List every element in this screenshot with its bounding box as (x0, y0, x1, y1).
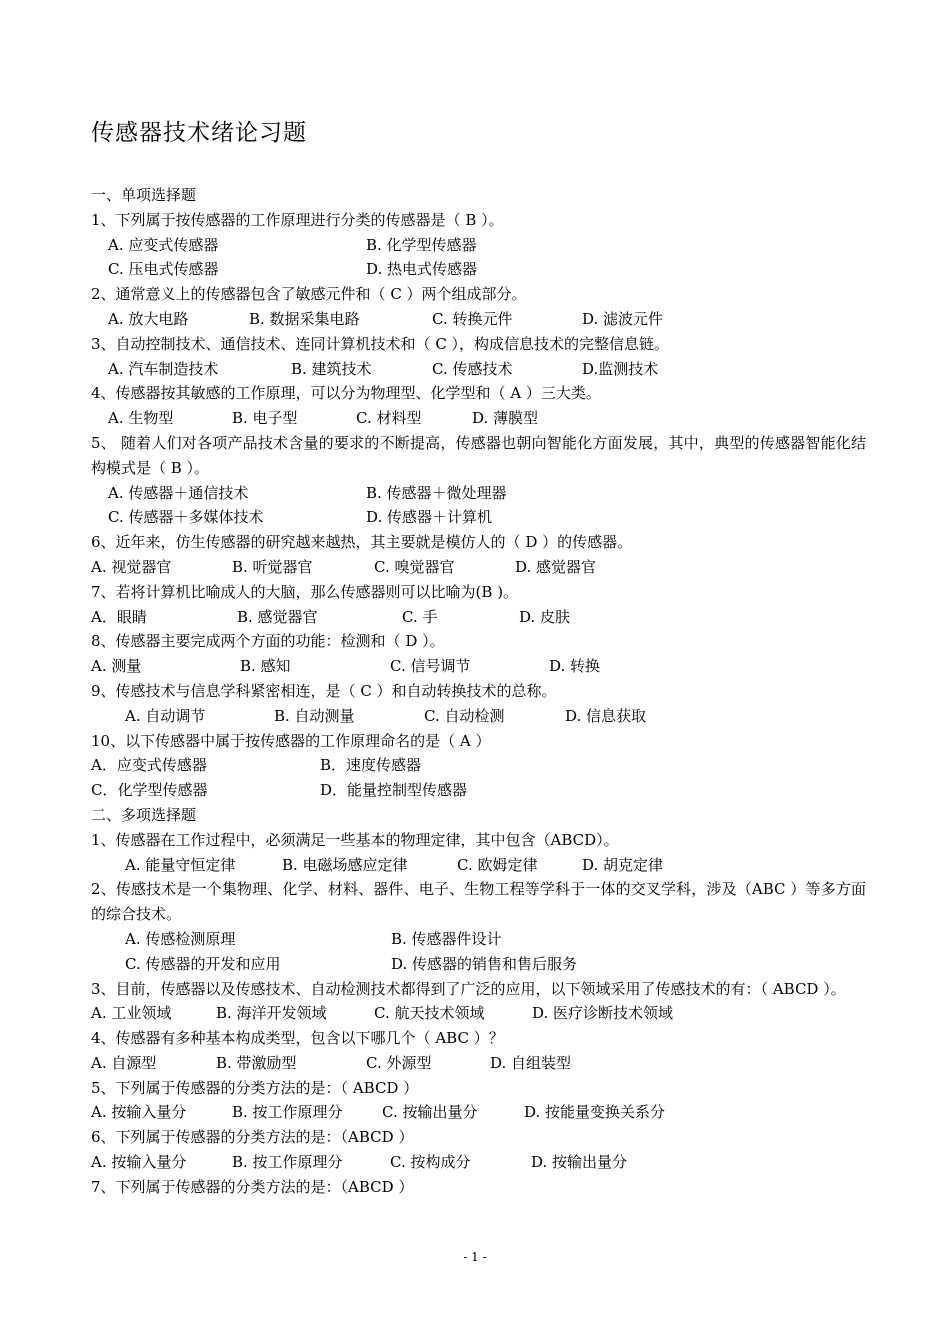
question-text: 3、自动控制技术、通信技术、连同计算机技术和（ C ），构成信息技术的完整信息链。 (91, 334, 670, 353)
option: C. 手 (402, 607, 438, 626)
option: A．应变式传感器 (91, 756, 207, 775)
option: D. 感觉器官 (515, 557, 597, 576)
option-row (91, 1051, 866, 1076)
option-row (91, 1001, 866, 1026)
option-row (91, 307, 866, 332)
question-text: 6、近年来，仿生传感器的研究越来越热，其主要就是模仿人的（ D ）的传感器。 (91, 533, 633, 552)
question-text: 1、下列属于按传感器的工作原理进行分类的传感器是（ B ）。 (91, 210, 504, 229)
question-text: 7、若将计算机比喻成人的大脑，那么传感器则可以比喻为(B )。 (91, 582, 519, 601)
option: B. 数据采集电路 (249, 309, 360, 328)
section-heading-multi: 二、多项选择题 (91, 805, 197, 824)
option-row (91, 952, 866, 977)
question-text: 1、传感器在工作过程中，必须满足一些基本的物理定律，其中包含（ABCD）。 (91, 830, 619, 849)
option-row (91, 605, 866, 630)
option: A．眼睛 (91, 607, 147, 626)
option: C. 传感器＋多媒体技术 (108, 508, 264, 527)
option: C. 传感器的开发和应用 (125, 954, 281, 973)
option: D. 按能量变换关系分 (524, 1103, 666, 1122)
option-row (91, 853, 866, 878)
option-row (91, 406, 866, 431)
option: B. 电子型 (232, 409, 298, 428)
option: C. 压电式传感器 (108, 260, 219, 279)
option: B. 带激励型 (216, 1053, 297, 1072)
option: D. 转换 (549, 657, 601, 676)
option: D. 信息获取 (565, 706, 647, 725)
option: B. 建筑技术 (291, 359, 372, 378)
option-row (91, 257, 866, 282)
option: D. 胡克定律 (582, 855, 664, 874)
option: A. 生物型 (108, 409, 174, 428)
question-text: 3、目前，传感器以及传感技术、自动检测技术都得到了广泛的应用，以下领域采用了传感技术的有：（ ABCD ）。 (91, 979, 846, 998)
option: B. 传感器＋微处理器 (366, 483, 507, 502)
question-text: 7、下列属于传感器的分类方法的是：（ABCD ） (91, 1177, 414, 1196)
option: B. 自动测量 (274, 706, 355, 725)
option: D. 传感器的销售和售后服务 (391, 954, 578, 973)
option: B. 感知 (240, 657, 291, 676)
question-text: 8、传感器主要完成两个方面的功能：检测和（ D ）。 (91, 632, 445, 651)
option: A. 应变式传感器 (108, 235, 219, 254)
option: A. 汽车制造技术 (108, 359, 219, 378)
question-body (91, 183, 866, 1200)
question-text: 4、传感器有多种基本构成类型，包含以下哪几个（ ABC ）？ (91, 1029, 504, 1048)
option-row (91, 753, 866, 778)
question-text: 2、传感技术是一个集物理、化学、材料、器件、电子、生物工程等学科于一体的交叉学科，涉及（ABC ）等多方面的综合技术。 (91, 880, 866, 924)
option: B. 电磁场感应定律 (282, 855, 408, 874)
question-text: 9、传感技术与信息学科紧密相连，是（ C ）和自动转换技术的总称。 (91, 681, 557, 700)
option: B. 感觉器官 (237, 607, 318, 626)
option: B. 按工作原理分 (232, 1103, 343, 1122)
option: A. 测量 (91, 657, 142, 676)
page-number: - 1 - (463, 1250, 487, 1264)
option: C. 按构成分 (390, 1153, 471, 1172)
option: C. 航天技术领域 (374, 1004, 485, 1023)
question-text: 4、传感器按其敏感的工作原理，可以分为物理型、化学型和（ A ）三大类。 (91, 384, 601, 403)
option: A. 传感检测原理 (125, 929, 236, 948)
option: D. 按输出量分 (531, 1153, 628, 1172)
option: C. 转换元件 (432, 309, 513, 328)
option-row (91, 704, 866, 729)
page-title: 传感器技术绪论习题 (91, 120, 307, 146)
question-text: 10、以下传感器中属于按传感器的工作原理命名的是（ A ） (91, 731, 491, 750)
option: D. 医疗诊断技术领域 (532, 1004, 674, 1023)
option: A. 视觉器官 (91, 557, 172, 576)
option: D. 传感器＋计算机 (366, 508, 493, 527)
option: A. 传感器＋通信技术 (108, 483, 249, 502)
option: C. 传感技术 (432, 359, 513, 378)
option: C. 信号调节 (390, 657, 471, 676)
question-text: 6、下列属于传感器的分类方法的是：（ABCD ） (91, 1128, 414, 1147)
option-row (91, 778, 866, 803)
option: B．速度传感器 (320, 756, 422, 775)
option: B. 按工作原理分 (232, 1153, 343, 1172)
option: A. 能量守恒定律 (125, 855, 236, 874)
option: D．能量控制型传感器 (320, 781, 468, 800)
option: D. 自组装型 (490, 1053, 572, 1072)
option: A. 按输入量分 (91, 1103, 187, 1122)
option: A. 按输入量分 (91, 1153, 187, 1172)
option-row (91, 654, 866, 679)
option: C. 外源型 (366, 1053, 432, 1072)
option: D. 皮肤 (519, 607, 571, 626)
option: A. 自动调节 (125, 706, 206, 725)
option: C. 自动检测 (424, 706, 505, 725)
option: D. 滤波元件 (582, 309, 664, 328)
option: A. 工业领域 (91, 1004, 172, 1023)
option: D.监测技术 (582, 359, 659, 378)
option-row (91, 1150, 866, 1175)
option-row (91, 555, 866, 580)
section-heading-single: 一、单项选择题 (91, 186, 197, 204)
option-row (91, 505, 866, 530)
option: C. 欧姆定律 (457, 855, 538, 874)
question-text: 5、下列属于传感器的分类方法的是：（ ABCD ） (91, 1078, 419, 1097)
question-text: 2、通常意义上的传感器包含了敏感元件和（ C ）两个组成部分。 (91, 285, 527, 304)
option-row (91, 481, 866, 506)
option: A. 自源型 (91, 1053, 157, 1072)
question-text: 5、 随着人们对各项产品技术含量的要求的不断提高，传感器也朝向智能化方面发展，其中，典型的传感器智能化结构模式是（ B ）。 (91, 433, 866, 477)
option: B. 化学型传感器 (366, 235, 477, 254)
option: B. 海洋开发领域 (216, 1004, 327, 1023)
option: C. 材料型 (356, 409, 422, 428)
option: A. 放大电路 (108, 309, 189, 328)
option: D. 薄膜型 (472, 409, 539, 428)
option-row (91, 1100, 866, 1125)
option: C．化学型传感器 (91, 781, 208, 800)
option: C. 嗅觉器官 (374, 557, 455, 576)
option-row (91, 357, 866, 382)
option: D. 热电式传感器 (366, 260, 478, 279)
option: B. 传感器件设计 (391, 929, 502, 948)
option-row (91, 927, 866, 952)
option: C. 按输出量分 (382, 1103, 478, 1122)
option: B. 听觉器官 (232, 557, 313, 576)
option-row (91, 233, 866, 258)
